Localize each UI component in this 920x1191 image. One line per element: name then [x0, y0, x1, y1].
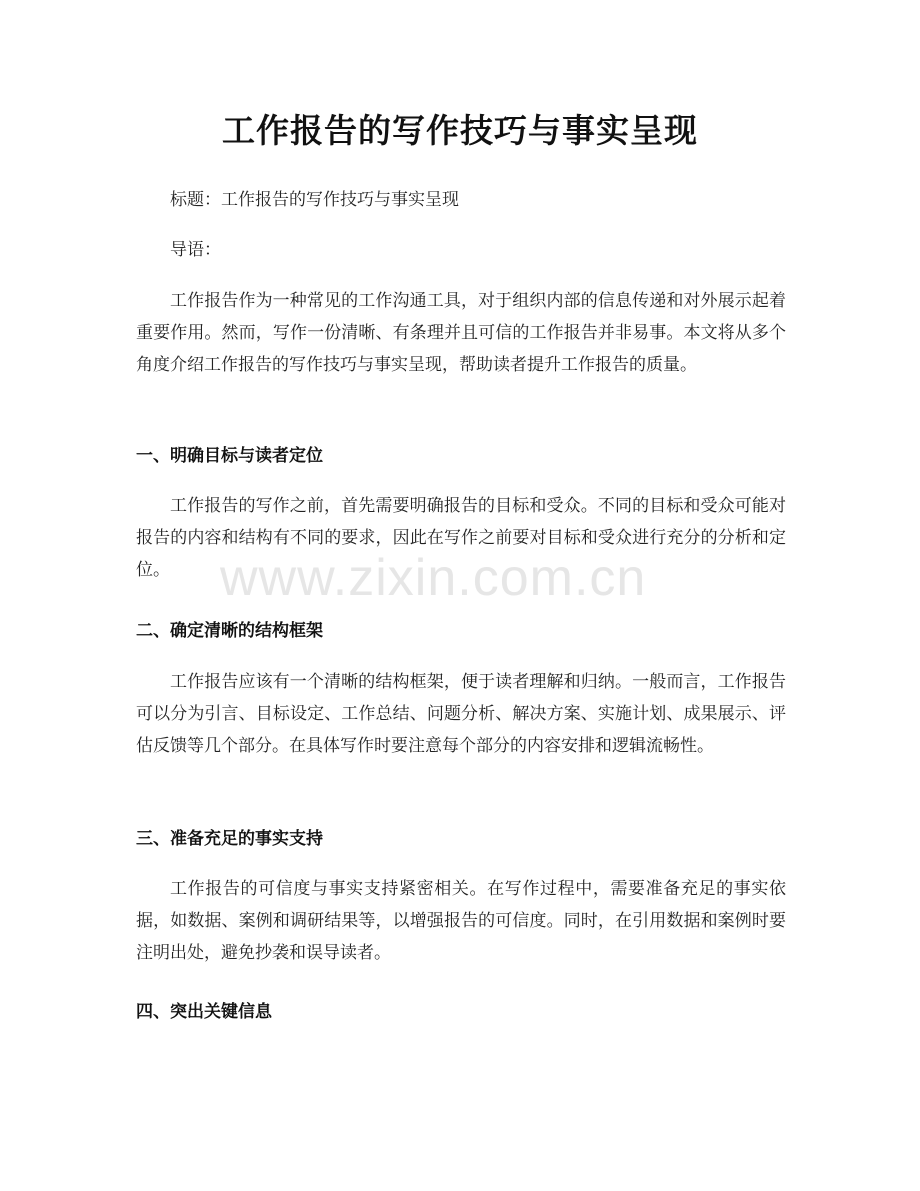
section-paragraph-3: 工作报告的可信度与事实支持紧密相关。在写作过程中，需要准备充足的事实依据，如数据、案例和调研结果等，以增强报告的可信度。同时，在引用数据和案例时要注明出处，避免抄袭和误导读者。 — [136, 879, 786, 963]
watermark-text: www.zixin.com.cn — [220, 549, 647, 607]
section-paragraph-2: 工作报告应该有一个清晰的结构框架，便于读者理解和归纳。一般而言，工作报告可以分为引言、目标设定、工作总结、问题分析、解决方案、实施计划、成果展示、评估反馈等几个部分。在具体写作时要注意每个部分的内容安排和逻辑流畅性。 — [136, 672, 786, 756]
section-heading-3: 三、准备充足的事实支持 — [136, 829, 323, 849]
section-heading-2: 二、确定清晰的结构框架 — [136, 621, 323, 641]
section-paragraph-1: 工作报告的写作之前，首先需要明确报告的目标和受众。不同的目标和受众可能对报告的内容和结构有不同的要求，因此在写作之前要对目标和受众进行充分的分析和定位。 — [136, 496, 786, 580]
intro-label: 导语： — [170, 240, 221, 260]
page-title: 工作报告的写作技巧与事实呈现 — [222, 111, 698, 150]
intro-paragraph: 工作报告作为一种常见的工作沟通工具，对于组织内部的信息传递和对外展示起着重要作用。然而，写作一份清晰、有条理并且可信的工作报告并非易事。本文将从多个角度介绍工作报告的写作技巧与事实呈现，帮助读者提升工作报告的质量。 — [136, 291, 786, 375]
section-heading-1: 一、明确目标与读者定位 — [136, 446, 323, 466]
subtitle-line: 标题：工作报告的写作技巧与事实呈现 — [170, 190, 459, 210]
section-heading-4: 四、突出关键信息 — [136, 1002, 272, 1022]
